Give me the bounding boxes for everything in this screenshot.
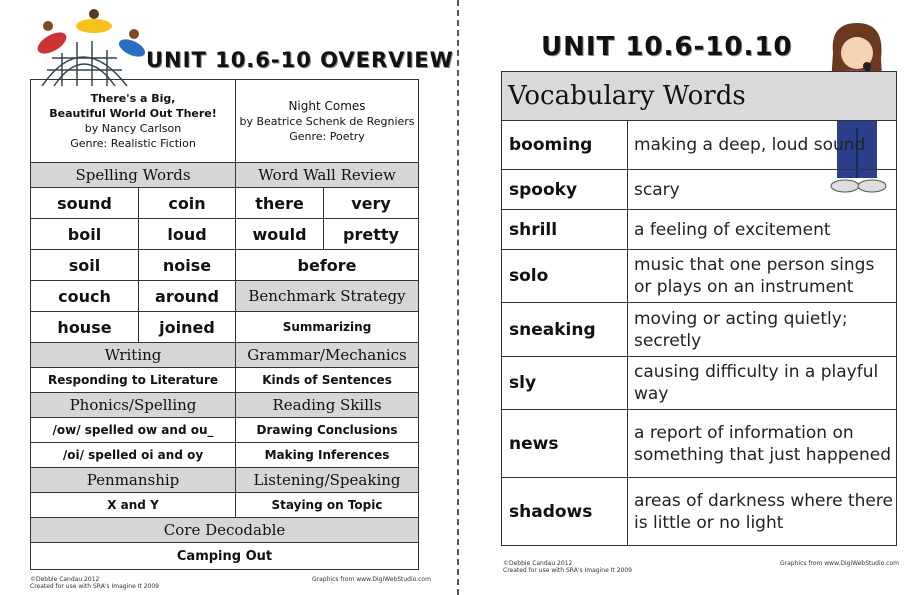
spelling-word: sound xyxy=(31,188,139,219)
spelling-word: boil xyxy=(31,219,139,250)
spelling-header: Spelling Words xyxy=(31,163,236,188)
phonics-header: Phonics/Spelling xyxy=(31,393,236,418)
phonics-value: /ow/ spelled ow and ou_ xyxy=(31,418,236,443)
footer-copyright-left xyxy=(30,576,159,590)
footer-created: Created for use with SRA's Imagine It 2009 xyxy=(503,567,632,574)
vocab-word: sneaking xyxy=(502,303,628,357)
vocab-definition: moving or acting quietly; secretly xyxy=(628,303,897,357)
grammar-header: Grammar/Mechanics xyxy=(236,343,419,368)
reading-header: Reading Skills xyxy=(236,393,419,418)
phonics-value: /oi/ spelled oi and oy xyxy=(31,443,236,468)
vocab-definition: a feeling of excitement xyxy=(628,210,897,250)
book-1-genre: Genre: Realistic Fiction xyxy=(70,137,196,150)
vocab-word: shrill xyxy=(502,210,628,250)
benchmark-header: Benchmark Strategy xyxy=(236,281,419,312)
overview-table xyxy=(30,79,419,570)
vocab-word: solo xyxy=(502,250,628,303)
vocab-word: booming xyxy=(502,121,628,170)
book-2-cell xyxy=(236,80,419,163)
spelling-word: joined xyxy=(139,312,236,343)
book-1-title-line2: Beautiful World Out There! xyxy=(49,107,217,120)
spelling-word: couch xyxy=(31,281,139,312)
spelling-word: coin xyxy=(139,188,236,219)
listening-header: Listening/Speaking xyxy=(236,468,419,493)
spelling-word: loud xyxy=(139,219,236,250)
footer-graphics-left: Graphics from www.DigiWebStudio.com xyxy=(312,576,431,583)
writing-value: Responding to Literature xyxy=(31,368,236,393)
wordwall-word: pretty xyxy=(324,219,419,250)
spelling-word: around xyxy=(139,281,236,312)
listening-value: Staying on Topic xyxy=(236,493,419,518)
book-1-title-line1: There's a Big, xyxy=(90,92,176,105)
reading-value: Making Inferences xyxy=(236,443,419,468)
wordwall-word: before xyxy=(236,250,419,281)
footer-created: Created for use with SRA's Imagine It 2009 xyxy=(30,583,159,590)
book-1-author: by Nancy Carlson xyxy=(84,122,182,135)
book-2-genre: Genre: Poetry xyxy=(289,129,365,143)
penmanship-header: Penmanship xyxy=(31,468,236,493)
spelling-word: noise xyxy=(139,250,236,281)
vocab-header: Vocabulary Words xyxy=(502,72,897,121)
vocab-definition: areas of darkness where there is little or no light xyxy=(628,478,897,546)
penmanship-value: X and Y xyxy=(31,493,236,518)
wordwall-word: very xyxy=(324,188,419,219)
spelling-word: house xyxy=(31,312,139,343)
book-2-author: by Beatrice Schenk de Regniers xyxy=(239,114,415,128)
vocab-word: sly xyxy=(502,357,628,410)
wordwall-word: there xyxy=(236,188,324,219)
vocab-word: spooky xyxy=(502,170,628,210)
vocab-definition: music that one person sings or plays on an instrument xyxy=(628,250,897,303)
reading-value: Drawing Conclusions xyxy=(236,418,419,443)
writing-header: Writing xyxy=(31,343,236,368)
grammar-value: Kinds of Sentences xyxy=(236,368,419,393)
vocab-definition: a report of information on something that just happened xyxy=(628,410,897,478)
vocab-word: news xyxy=(502,410,628,478)
vocab-definition: causing difficulty in a playful way xyxy=(628,357,897,410)
wordwall-word: would xyxy=(236,219,324,250)
footer-copyright: ©Debbie Candau 2012 xyxy=(503,560,573,567)
playground-clipart xyxy=(22,8,152,88)
vocab-word: shadows xyxy=(502,478,628,546)
vocab-page-title: UNIT 10.6-10.10 xyxy=(541,32,793,62)
book-2-title: Night Comes xyxy=(288,98,366,113)
overview-title: UNIT 10.6-10 OVERVIEW xyxy=(146,48,454,72)
page-divider xyxy=(457,0,459,595)
vocab-definition: making a deep, loud sound xyxy=(628,121,897,170)
benchmark-value: Summarizing xyxy=(236,312,419,343)
vocab-definition: scary xyxy=(628,170,897,210)
footer-copyright-right xyxy=(503,560,632,574)
decodable-header: Core Decodable xyxy=(31,518,419,543)
book-1-cell xyxy=(31,80,236,163)
footer-graphics-right: Graphics from www.DigiWebStudio.com xyxy=(780,560,899,567)
footer-copyright: ©Debbie Candau 2012 xyxy=(30,576,100,583)
wordwall-header: Word Wall Review xyxy=(236,163,419,188)
spelling-word: soil xyxy=(31,250,139,281)
decodable-value: Camping Out xyxy=(31,543,419,570)
vocabulary-table xyxy=(501,71,897,546)
